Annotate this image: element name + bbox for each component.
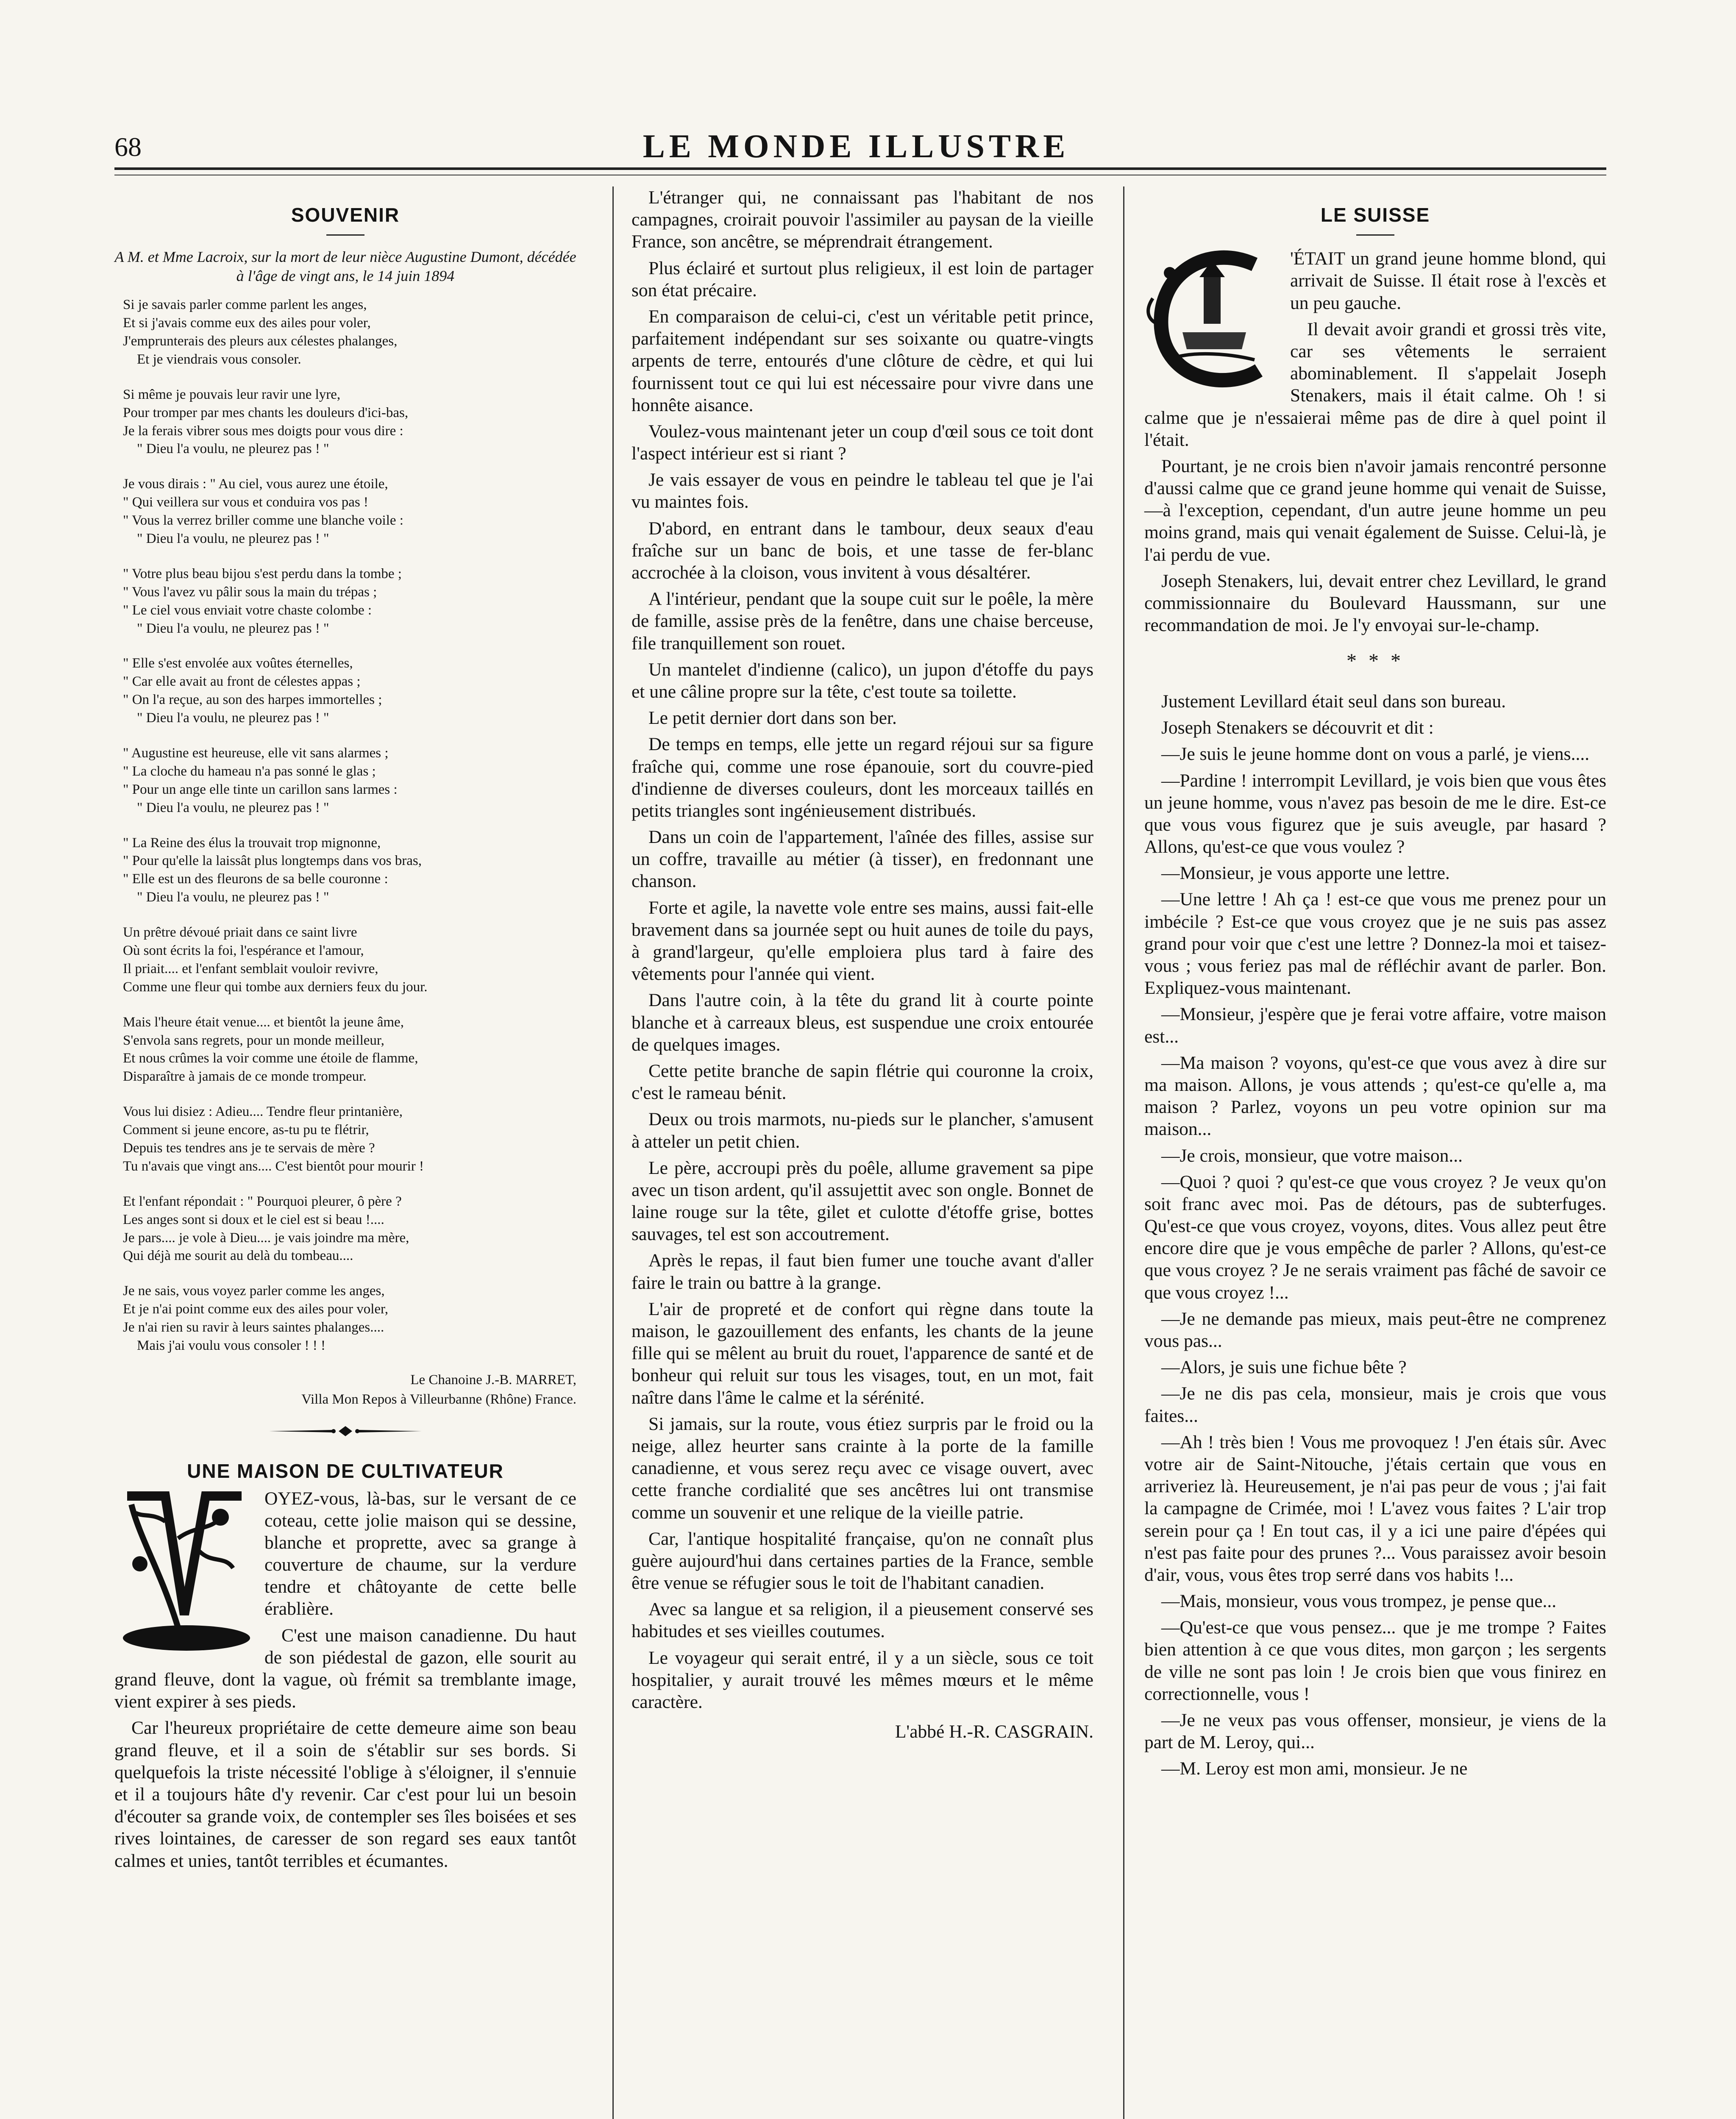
maison-author: L'abbé H.-R. CASGRAIN. <box>895 1721 1093 1742</box>
poem-stanza <box>123 834 576 907</box>
poem-line: Vous lui disiez : Adieu.... Tendre fleur printanière, <box>123 1104 403 1120</box>
paragraph: —Mais, monsieur, vous vous trompez, je pense que... <box>1161 1591 1557 1612</box>
poem-line: " Dieu l'a voulu, ne pleurez pas ! " <box>123 800 329 815</box>
page-header <box>114 127 1598 170</box>
poem-line: " Dieu l'a voulu, ne pleurez pas ! " <box>123 441 329 457</box>
paragraph: Car, l'antique hospitalité française, qu'on ne connaît plus guère aujourd'hui dans certaines parties de la France, semble être venue se réfugier sous le toit de l'habitant canadien. <box>632 1528 1093 1593</box>
paragraph: —Alors, je suis une fichue bête ? <box>1161 1357 1407 1378</box>
paragraph: D'abord, en entrant dans le tambour, deux seaux d'eau fraîche sur un banc de bois, et une tasse de fer-blanc accrochée à la cloison, vous invitent à vous désaltérer. <box>632 518 1093 583</box>
column-divider <box>612 186 614 2119</box>
paragraph: Joseph Stenakers, lui, devait entrer chez Levillard, le grand commissionnaire du Boulevard Haussmann, sur une recommandation de moi. Je l'y envoyai sur-le-champ. <box>1144 570 1606 636</box>
paragraph: Dans l'autre coin, à la tête du grand lit à courte pointe blanche et à carreaux bleus, est suspendue une croix entourée de quelques images. <box>632 990 1093 1055</box>
poem-line: Je vous dirais : " Au ciel, vous aurez une étoile, <box>123 476 388 492</box>
poem-line: " La Reine des élus la trouvait trop mignonne, <box>123 835 381 851</box>
column-divider <box>1123 186 1124 2119</box>
poem-line: Où sont écrits la foi, l'espérance et l'amour, <box>123 943 364 959</box>
poem-line: Comme une fleur qui tombe aux derniers feux du jour. <box>123 979 428 995</box>
poem-stanza <box>123 923 576 996</box>
poem-stanza <box>123 654 576 727</box>
paragraph: Dans un coin de l'appartement, l'aînée des filles, assise sur un coffre, travaille au métier (à tisser), en fredonnant une chanson. <box>632 827 1093 892</box>
paragraph: —Monsieur, je vous apporte une lettre. <box>1161 863 1450 884</box>
poem-line: Et l'enfant répondait : " Pourquoi pleurer, ô père ? <box>123 1193 402 1209</box>
paragraph: —Quoi ? quoi ? qu'est-ce que vous croyez ? Je veux qu'on soit franc avec moi. Pas de détours, pas de subterfuges. Qu'est-ce que vous croyez, voyons, dites. Vous allez peut être encore dire que je vous empêche de parler ? Allons, qu'est-ce que vous croyez ? Je ne serais vraiment pas fâché de savoir ce que vous croyez !... <box>1144 1171 1606 1303</box>
paragraph: Je vais essayer de vous en peindre le tableau tel que je l'ai vu maintes fois. <box>632 470 1093 512</box>
paragraph: L'air de propreté et de confort qui règne dans toute la maison, le gazouillement des enfants, les chants de la jeune fille qui se mêlent au bruit du rouet, l'apparence de santé et de bonheur qui reluit sur tous les visages, tout, en un mot, fait naître dans l'âme le calme et la sérénité. <box>632 1299 1093 1408</box>
poem-line: " Dieu l'a voulu, ne pleurez pas ! " <box>123 890 329 905</box>
paragraph: Pourtant, je ne crois bien n'avoir jamais rencontré personne d'aussi calme que ce grand jeune homme qui venait de Suisse,—à l'exception, cependant, d'un autre jeune homme un peu moins grand, mais qui venait également de Suisse. Celui-là, je l'ai perdu de vue. <box>1144 456 1606 565</box>
poem-line: J'emprunterais des pleurs aux célestes phalanges, <box>123 333 398 349</box>
poem-line: Depuis tes tendres ans je te servais de mère ? <box>123 1140 375 1156</box>
poem-line: Un prêtre dévoué priait dans ce saint livre <box>123 925 357 940</box>
ornament-icon <box>269 1425 422 1438</box>
poem-stanza <box>123 475 576 548</box>
poem-body <box>114 296 576 1355</box>
paragraph: —Je suis le jeune homme dont on vous a parlé, je viens.... <box>1161 744 1589 765</box>
article-title-maison: UNE MAISON DE CULTIVATEUR <box>187 1460 504 1482</box>
poem-stanza <box>123 1013 576 1086</box>
poem-signature-place: Villa Mon Repos à Villeurbanne (Rhône) France. <box>301 1391 576 1407</box>
paragraph: —Je ne demande pas mieux, mais peut-être ne comprenez vous pas... <box>1144 1308 1606 1351</box>
paragraph: Plus éclairé et surtout plus religieux, il est loin de partager son état précaire. <box>632 258 1093 300</box>
title-rule <box>1356 234 1394 236</box>
paragraph: A l'intérieur, pendant que la soupe cuit sur le poêle, la mère de famille, assise près de la fenêtre, dans une chaise berceuse, file tranquillement son rouet. <box>632 589 1093 653</box>
paragraph: Un mantelet d'indienne (calico), un jupon d'étoffe du pays et une câline propre sur la tête, c'est toute sa toilette. <box>632 659 1093 702</box>
poem-stanza <box>123 1103 576 1176</box>
poem-signature: Le Chanoine J.-B. MARRET, <box>410 1372 576 1388</box>
poem-line: " Vous la verrez briller comme une blanche voile : <box>123 513 403 528</box>
article-title-souvenir: SOUVENIR <box>291 204 400 226</box>
paragraph: —Qu'est-ce que vous pensez... que je me trompe ? Faites bien attention à ce que vous dites, mon garçon ; les sergents de ville ne sont pas loin ! Je crois bien que vous finirez en correctionnelle, vous ! <box>1144 1617 1606 1704</box>
poem-line: Je n'ai rien su ravir à leurs saintes phalanges.... <box>123 1320 384 1335</box>
dropcap-c-illustration <box>1144 247 1280 400</box>
paragraph: —Monsieur, j'espère que je ferai votre affaire, votre maison est... <box>1144 1004 1606 1047</box>
poem-line: " Qui veillera sur vous et conduira vos pas ! <box>123 495 368 510</box>
poem-stanza <box>123 1282 576 1355</box>
poem-line: Je la ferais vibrer sous mes doigts pour vous dire : <box>123 423 403 439</box>
article-title-suisse: LE SUISSE <box>1320 204 1430 226</box>
poem-line: " Dieu l'a voulu, ne pleurez pas ! " <box>123 620 329 636</box>
column-1 <box>114 186 576 1876</box>
paragraph: —Je ne veux pas vous offenser, monsieur, je viens de la part de M. Leroy, qui... <box>1144 1710 1606 1753</box>
paragraph: Il devait avoir grandi et grossi très vite, car ses vêtements le serraient abominablement. Il s'appelait Joseph Stenakers, mais il était calme. Oh ! si calme que je n'essaierai même pas de dire à quel point il l'était. <box>1144 319 1606 450</box>
poem-line: " Car elle avait au front de célestes appas ; <box>123 674 361 690</box>
paragraph: —M. Leroy est mon ami, monsieur. Je ne <box>1161 1758 1468 1779</box>
page-number: 68 <box>114 132 142 162</box>
poem-line: Qui déjà me sourit au delà du tombeau.... <box>123 1248 353 1264</box>
paragraph: Car l'heureux propriétaire de cette demeure aime son beau grand fleuve, et il a soin de s'établir sur ses bords. Si quelquefois la triste nécessité l'oblige à s'éloigner, il s'ennuie et il a toujours hâte d'y revenir. Car c'est pour lui un besoin d'écouter sa grande voix, de contempler ses îles boisées et ses rives lointaines, de caresser de son regard ses eaux tantôt calmes et unies, tantôt terribles et écumantes. <box>114 1718 576 1871</box>
poem-line: Je ne sais, vous voyez parler comme les anges, <box>123 1283 385 1299</box>
paragraph: Cette petite branche de sapin flétrie qui couronne la croix, c'est le rameau bénit. <box>632 1060 1093 1104</box>
poem-dedication: A M. et Mme Lacroix, sur la mort de leur nièce Augustine Dumont, décédée à l'âge de vingt ans, le 14 juin 1894 <box>114 248 576 285</box>
ornament-divider <box>114 1421 576 1443</box>
paragraph: —Je ne dis pas cela, monsieur, mais je crois que vous faites... <box>1144 1383 1606 1426</box>
paragraph: De temps en temps, elle jette un regard réjoui sur sa figure fraîche qui, comme une rose épanouie, sort du couvre-pied d'indienne de diverses couleurs, dont les morceaux taillés en petits triangles sont ingénieusement distribués. <box>632 734 1093 821</box>
poem-line: Je pars.... je vole à Dieu.... je vais joindre ma mère, <box>123 1230 409 1246</box>
dropcap-v-illustration <box>114 1488 254 1657</box>
poem-stanza <box>123 565 576 638</box>
poem-line: Comment si jeune encore, as-tu pu te flétrir, <box>123 1122 369 1138</box>
column-3 <box>1144 186 1606 1784</box>
paragraph: C'est une maison canadienne. Du haut de son piédestal de gazon, elle sourit au grand fleuve, dont la vague, où frémit sa tremblante image, vient expirer à ses pieds. <box>114 1625 576 1712</box>
poem-line: " La cloche du hameau n'a pas sonné le glas ; <box>123 763 376 779</box>
poem-line: Si je savais parler comme parlent les anges, <box>123 297 367 313</box>
poem-line: Il priait.... et l'enfant semblait vouloir revivre, <box>123 961 378 976</box>
paragraph: 'ÉTAIT un grand jeune homme blond, qui arrivait de Suisse. Il était rose à l'excès et un peu gauche. <box>1290 248 1606 313</box>
paragraph: Le père, accroupi près du poêle, allume gravement sa pipe avec un tison ardent, qu'il assujettit avec son ongle. Bonnet de laine rouge sur la tête, gilet et culotte d'étoffe grise, bottes sauvages, tel est son accoutrement. <box>632 1157 1093 1245</box>
poem-line: " Pour qu'elle la laissât plus longtemps dans vos bras, <box>123 853 422 869</box>
paragraph: Joseph Stenakers se découvrit et dit : <box>1161 717 1434 738</box>
poem-stanza <box>123 386 576 459</box>
paragraph: Après le repas, il faut bien fumer une touche avant d'aller faire le train ou battre à la grange. <box>632 1250 1093 1293</box>
paragraph: Voulez-vous maintenant jeter un coup d'œil sous ce toit dont l'aspect intérieur est si riant ? <box>632 421 1093 464</box>
poem-line: " Elle s'est envolée aux voûtes éternelles, <box>123 656 353 671</box>
column-2 <box>632 186 1093 1743</box>
maison-text-col2 <box>632 186 1093 1713</box>
header-rule <box>114 167 1606 170</box>
poem-line: " Vous l'avez vu pâlir sous la main du trépas ; <box>123 584 377 600</box>
paragraph: Justement Levillard était seul dans son bureau. <box>1161 691 1506 712</box>
asterism: * * * <box>1347 650 1404 673</box>
poem-line: Et je n'ai point comme eux des ailes pour voler, <box>123 1301 388 1317</box>
poem-line: S'envola sans regrets, pour un monde meilleur, <box>123 1032 384 1048</box>
poem-line: Les anges sont si doux et le ciel est si beau !.... <box>123 1212 384 1227</box>
poem-line: Mais j'ai voulu vous consoler ! ! ! <box>123 1338 326 1354</box>
paragraph: —Ah ! très bien ! Vous me provoquez ! J'en étais sûr. Avec votre air de Saint-Nitouche, j'étais certain que vous en arriveriez là. Heureusement, je n'ai pas peur de vous ; j'ai fait la campagne de Crimée, moi ! L'avez vous faites ? L'air trop serein pour ça ! En tout cas, il y a ici une paire d'épées qui n'est pas faite pour des prunes ?... Vous paraissez avoir besoin d'air, vous, vous êtes trop serré dans vos habits !... <box>1144 1432 1606 1585</box>
poem-line: Et je viendrais vous consoler. <box>123 351 301 367</box>
poem-line: Et nous crûmes la voir comme une étoile de flamme, <box>123 1051 418 1066</box>
poem-line: Mais l'heure était venue.... et bientôt la jeune âme, <box>123 1014 404 1030</box>
paragraph: Avec sa langue et sa religion, il a pieusement conservé ses habitudes et ses vieilles coutumes. <box>632 1599 1093 1642</box>
paragraph: —Ma maison ? voyons, qu'est-ce que vous avez à dire sur ma maison. Allons, je vous attends ; qu'est-ce qu'elle a, ma maison ? Parlez, voyons un peu votre opinion sur ma maison... <box>1144 1052 1606 1140</box>
poem-line: " Le ciel vous enviait votre chaste colombe : <box>123 602 372 618</box>
poem-line: Disparaître à jamais de ce monde trompeur. <box>123 1069 367 1085</box>
poem-line: " Dieu l'a voulu, ne pleurez pas ! " <box>123 531 329 546</box>
poem-line: " On l'a reçue, au son des harpes immortelles ; <box>123 692 382 708</box>
paragraph: Le voyageur qui serait entré, il y a un siècle, sous ce toit hospitalier, y aurait trouvé les mêmes mœurs et le même caractère. <box>632 1647 1093 1712</box>
paragraph: Deux ou trois marmots, nu-pieds sur le plancher, s'amusent à atteler un petit chien. <box>632 1109 1093 1152</box>
paragraph: En comparaison de celui-ci, c'est un véritable petit prince, parfaitement indépendant sur ses soixante ou quatre-vingts arpents de terre, entourés d'une clôture de cèdre, et qui lui fournissent tout ce qui lui est nécessaire pour vivre dans une honnête aisance. <box>632 306 1093 415</box>
poem-stanza <box>123 1193 576 1265</box>
poem-line: Pour tromper par mes chants les douleurs d'ici-bas, <box>123 405 409 420</box>
poem-line: " Elle est un des fleurons de sa belle couronne : <box>123 871 388 887</box>
paragraph: Si jamais, sur la route, vous étiez surpris par le froid ou la neige, allez heurter sans crainte à la porte de la famille canadienne, et vous serez reçu avec ce visage ouvert, avec cette franche cordialité que ses ancêtres lui ont transmise comme un souvenir et une relique de la vieille patrie. <box>632 1413 1093 1523</box>
poem-line: Si même je pouvais leur ravir une lyre, <box>123 387 341 402</box>
paragraph: —Une lettre ! Ah ça ! est-ce que vous me prenez pour un imbécile ? Est-ce que vous croyez que je ne suis pas assez grand pour voir que c'est une lettre ? Donnez-la moi et taisez-vous ; vous feriez pas mal de réfléchir avant de parler. Bon. Expliquez-vous maintenant. <box>1144 889 1606 998</box>
poem-line: " Dieu l'a voulu, ne pleurez pas ! " <box>123 710 329 726</box>
suisse-dialogue <box>1144 690 1606 1780</box>
paragraph: L'étranger qui, ne connaissant pas l'habitant de nos campagnes, croirait pouvoir l'assimiler au paysan de la vieille France, son ancêtre, se méprendrait étrangement. <box>632 187 1093 252</box>
poem-line: " Pour un ange elle tinte un carillon sans larmes : <box>123 781 398 797</box>
paragraph: Forte et agile, la navette vole entre ses mains, aussi fait-elle bravement dans sa journée sept ou huit aunes de toile du pays, à grand'largeur, qu'elle emploiera plus tard à faire des vêtements pour l'année qui vient. <box>632 897 1093 984</box>
paragraph: —Je crois, monsieur, que votre maison... <box>1161 1145 1463 1166</box>
paragraph: —Pardine ! interrompit Levillard, je vois bien que vous êtes un jeune homme, vous n'avez pas besoin de me le dire. Est-ce que vous vous figurez que je suis aveugle, par hasard ? Allons, qu'est-ce que vous voulez ? <box>1144 770 1606 857</box>
paragraph: Le petit dernier dort dans son ber. <box>648 708 897 729</box>
poem-line: Tu n'avais que vingt ans.... C'est bientôt pour mourir ! <box>123 1158 424 1174</box>
poem-line: " Votre plus beau bijou s'est perdu dans la tombe ; <box>123 566 402 581</box>
paragraph: OYEZ-vous, là-bas, sur le versant de ce coteau, cette jolie maison qui se dessine, blanche et proprette, avec sa grange à couverture de chaume, sur la verdure tendre et châtoyante de cette belle érablière. <box>264 1488 576 1619</box>
masthead: LE MONDE ILLUSTRE <box>643 128 1070 164</box>
poem-line: " Augustine est heureuse, elle vit sans alarmes ; <box>123 745 389 761</box>
poem-stanza <box>123 744 576 817</box>
poem-line: Et si j'avais comme eux des ailes pour voler, <box>123 315 371 331</box>
title-rule <box>326 234 364 236</box>
poem-stanza <box>123 296 576 369</box>
